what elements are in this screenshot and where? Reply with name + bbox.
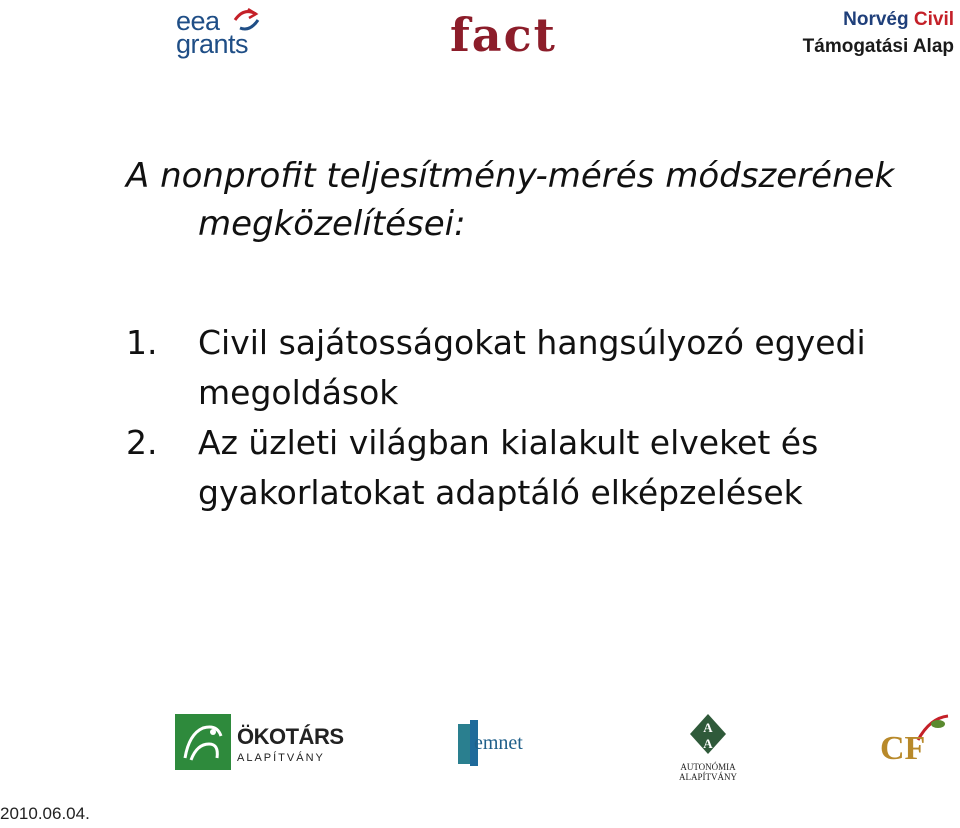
emnet-logo	[456, 718, 546, 768]
fact-logo: fact	[450, 8, 557, 62]
list-item-number: 2.	[126, 423, 158, 462]
autonomia-emblem-icon	[668, 714, 748, 762]
eea-grants-logo	[174, 2, 284, 62]
slide-date: 2010.06.04.	[0, 804, 90, 823]
norveg-civil-logo-word1: Norvég	[843, 9, 909, 30]
okotars-logo	[175, 714, 344, 774]
slide-title-line2: megközelítései:	[198, 204, 466, 244]
slide-title-line1: A nonprofit teljesítmény-mérés módszerének	[126, 156, 895, 196]
eea-grants-logo-line1: eea	[176, 6, 220, 36]
norveg-civil-logo-word2: Civil	[913, 9, 954, 30]
list-item-text: Az üzleti világban kialakult elveket és gyakorlatokat adaptáló elképzelések	[198, 423, 819, 512]
eea-grants-emblem-icon	[232, 4, 262, 34]
autonomia-logo-line2: ALAPÍTVÁNY	[679, 772, 737, 782]
okotars-logo-line2: ALAPÍTVÁNY	[237, 752, 325, 764]
list-item-text: Civil sajátosságokat hangsúlyozó egyedi megoldások	[198, 323, 866, 412]
emnet-logo-text: emnet	[474, 732, 523, 754]
autonomia-logo-line1: AUTONÓMIA	[680, 762, 736, 772]
slide-title	[126, 152, 946, 248]
list-item	[126, 318, 946, 418]
norveg-civil-logo-line2: Támogatási Alap	[802, 36, 954, 57]
svg-text:A: A	[703, 720, 713, 735]
okotars-logo-line1: ÖKOTÁRS	[237, 724, 344, 749]
svg-text:A: A	[703, 736, 713, 751]
cf-logo	[878, 712, 958, 772]
norveg-civil-logo	[803, 6, 954, 60]
list-item	[126, 418, 946, 518]
list-item-number: 1.	[126, 323, 158, 362]
autonomia-logo	[668, 714, 748, 784]
approaches-list	[126, 318, 946, 518]
eea-grants-logo-line2: grants	[176, 29, 249, 59]
okotars-emblem-icon	[175, 714, 231, 770]
cf-logo-text: CF	[880, 730, 926, 767]
